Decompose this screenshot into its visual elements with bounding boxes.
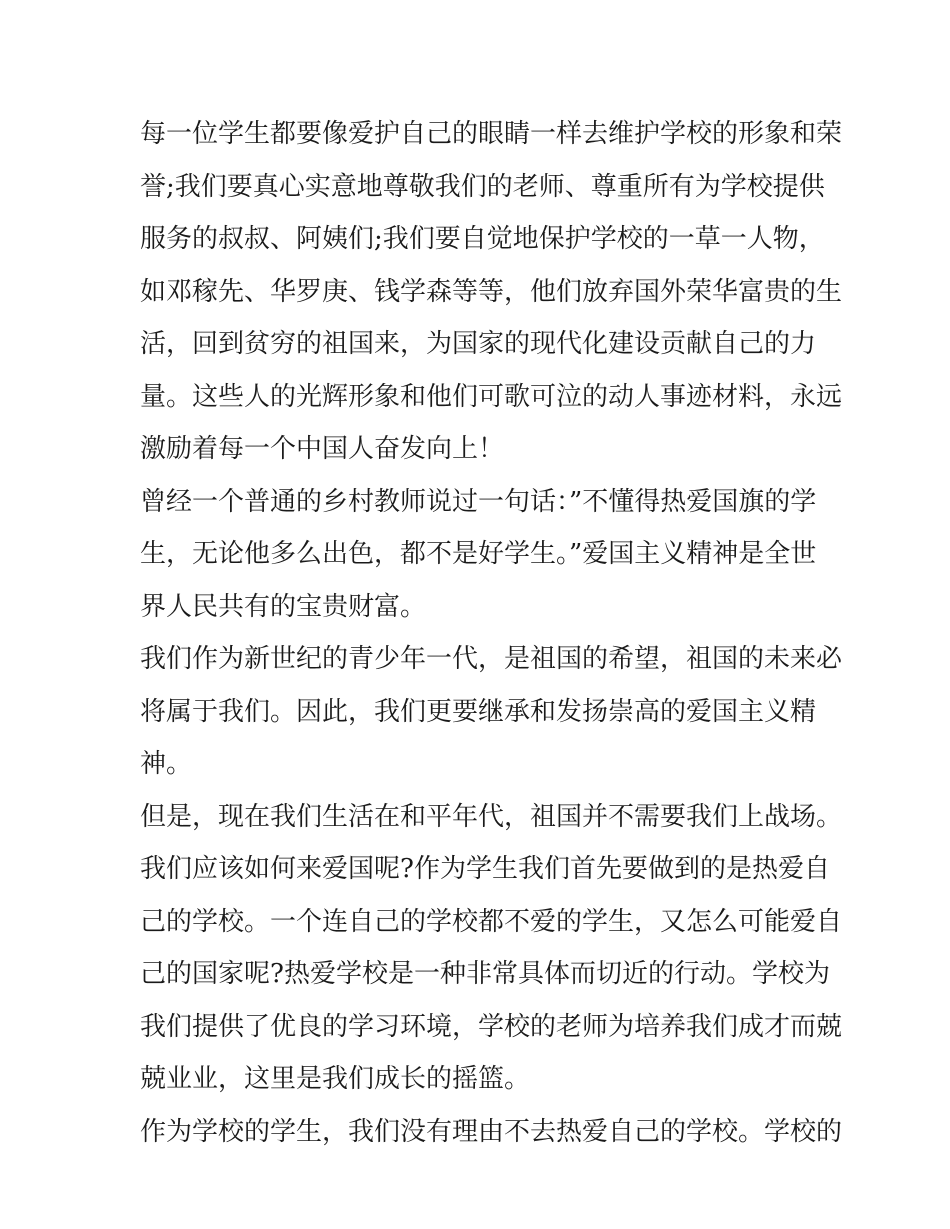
text-line: 每一位学生都要像爱护自己的眼睛一样去维护学校的形象和荣	[140, 119, 843, 149]
text-line: 生，无论他多么出色，都不是好学生。”爱国主义精神是全世	[140, 539, 817, 569]
text-line: 我们作为新世纪的青少年一代，是祖国的希望，祖国的未来必	[140, 644, 843, 674]
text-line: 激励着每一个中国人奋发向上！	[140, 434, 505, 464]
text-line: 兢业业，这里是我们成长的摇篮。	[140, 1064, 531, 1094]
text-line: 我们应该如何来爱国呢?作为学生我们首先要做到的是热爱自	[140, 854, 830, 884]
text-line: 但是，现在我们生活在和平年代，祖国并不需要我们上战场。	[140, 801, 843, 832]
text-line: 己的学校。一个连自己的学校都不爱的学生，又怎么可能爱自	[140, 906, 843, 937]
text-line: 己的国家呢?热爱学校是一种非常具体而切近的行动。学校为	[140, 959, 830, 989]
text-line: 量。这些人的光辉形象和他们可歌可泣的动人事迹材料，永远	[140, 381, 843, 412]
text-line: 誉;我们要真心实意地尊敬我们的老师、尊重所有为学校提供	[140, 171, 825, 202]
text-line: 服务的叔叔、阿姨们;我们要自觉地保护学校的一草一人物，	[140, 224, 825, 254]
text-line: 如邓稼先、华罗庚、钱学森等等，他们放弃国外荣华富贵的生	[140, 276, 843, 307]
text-line: 曾经一个普通的乡村教师说过一句话：”不懂得热爱国旗的学	[140, 486, 817, 517]
text-line: 界人民共有的宝贵财富。	[140, 591, 427, 622]
text-line: 神。	[140, 749, 193, 779]
document-body	[140, 108, 843, 1158]
text-line: 作为学校的学生，我们没有理由不去热爱自己的学校。学校的	[140, 1116, 843, 1147]
text-line: 我们提供了优良的学习环境，学校的老师为培养我们成才而兢	[140, 1011, 843, 1042]
text-line: 将属于我们。因此，我们更要继承和发扬崇高的爱国主义精	[140, 696, 817, 727]
text-line: 活，回到贫穷的祖国来，为国家的现代化建设贡献自己的力	[140, 329, 817, 359]
